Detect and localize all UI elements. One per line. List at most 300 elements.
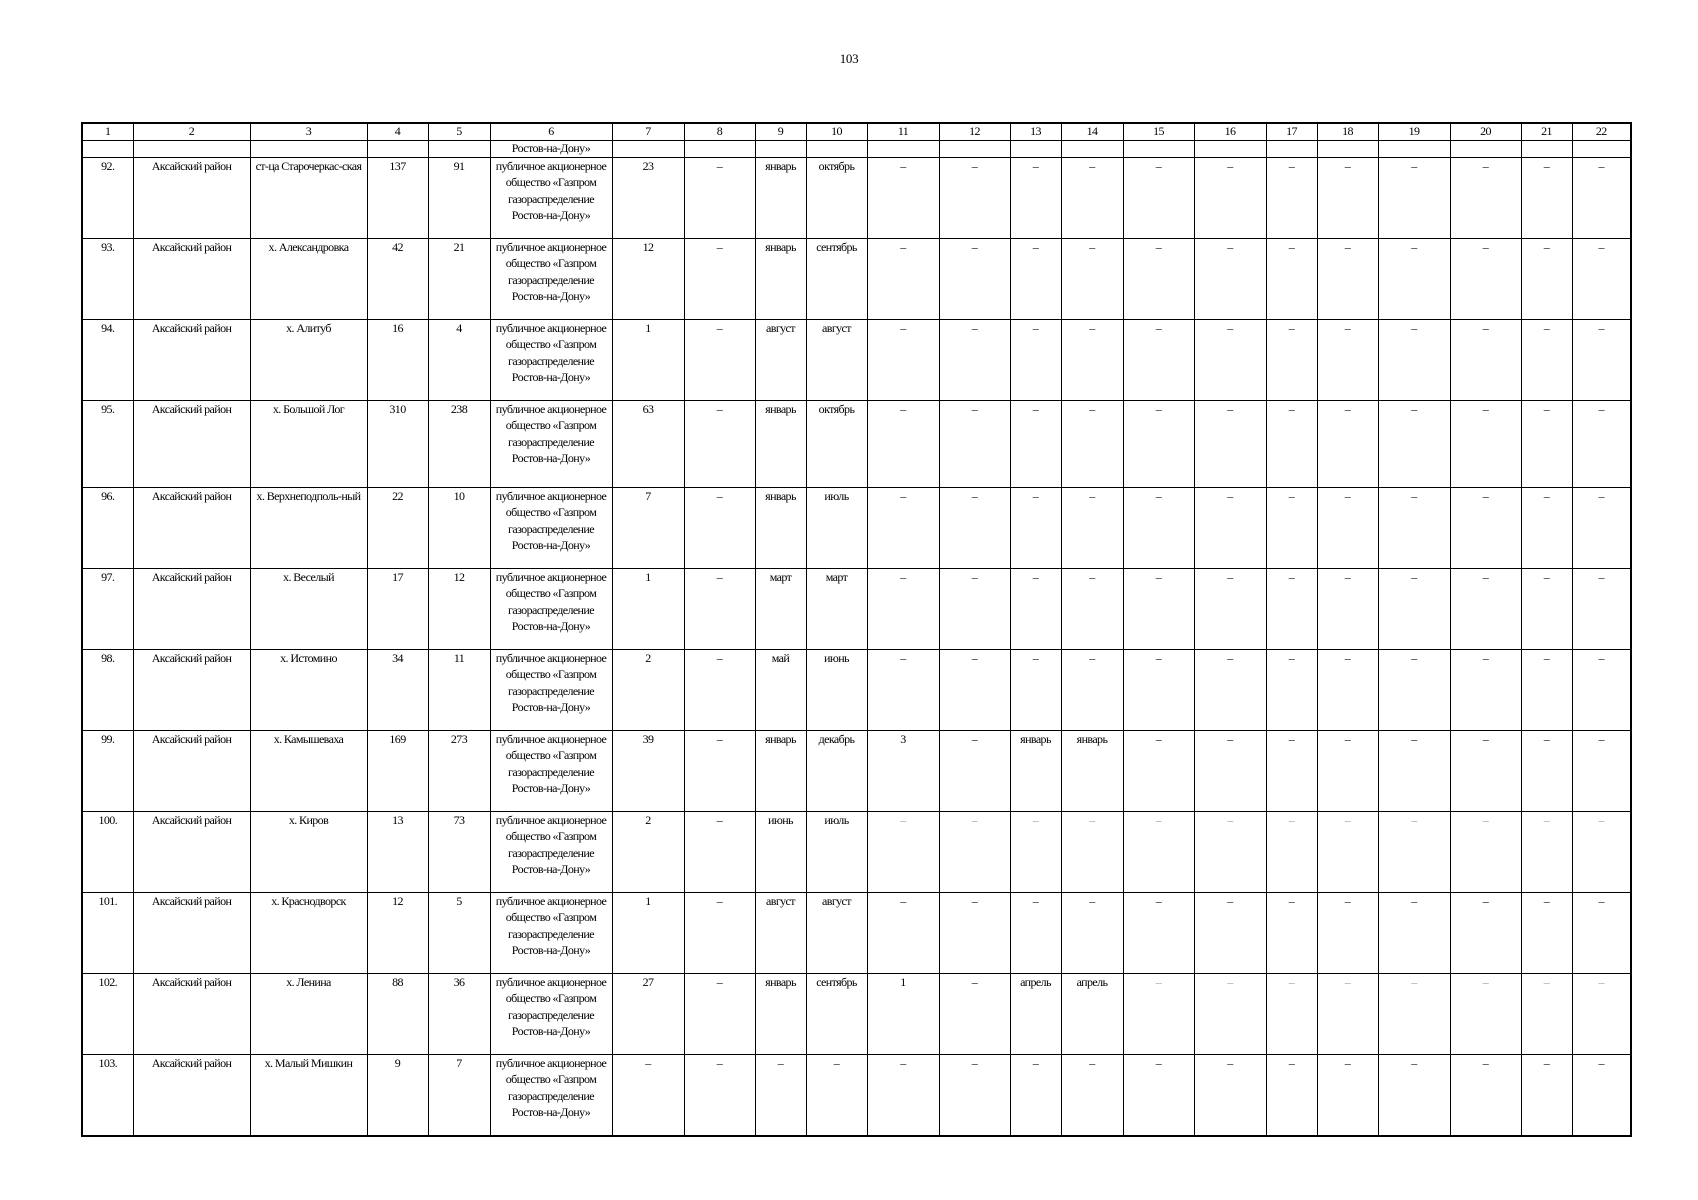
table-cell: 94. xyxy=(82,320,133,401)
table-cell: – xyxy=(1194,1055,1266,1137)
table-cell: 5 xyxy=(428,123,490,141)
table-cell: 273 xyxy=(428,731,490,812)
table-cell: – xyxy=(1266,974,1317,1055)
table-cell xyxy=(1317,141,1378,158)
table-cell: – xyxy=(1061,1055,1123,1137)
table-cell: – xyxy=(1521,731,1572,812)
table-cell: – xyxy=(1266,488,1317,569)
table-cell xyxy=(250,141,367,158)
table-cell: – xyxy=(1378,401,1450,488)
table-cell: х. Алитуб xyxy=(250,320,367,401)
table-cell: – xyxy=(939,974,1010,1055)
table-cell: 63 xyxy=(612,401,684,488)
table-cell: март xyxy=(806,569,867,650)
table-cell: – xyxy=(1123,401,1194,488)
table-cell: Аксайский район xyxy=(133,1055,250,1137)
table-cell: – xyxy=(1521,239,1572,320)
table-cell: 7 xyxy=(612,123,684,141)
table-cell: сентябрь xyxy=(806,239,867,320)
table-cell: – xyxy=(1010,320,1061,401)
table-cell xyxy=(755,141,806,158)
table-cell: – xyxy=(1450,488,1521,569)
table-cell: – xyxy=(1378,893,1450,974)
table-cell: 1 xyxy=(612,320,684,401)
table-cell: – xyxy=(684,650,755,731)
table-cell: – xyxy=(1010,893,1061,974)
table-cell: – xyxy=(1378,569,1450,650)
table-cell: 17 xyxy=(1266,123,1317,141)
table-cell: – xyxy=(684,158,755,239)
table-cell: – xyxy=(1450,158,1521,239)
table-cell: – xyxy=(1010,401,1061,488)
table-cell: – xyxy=(1317,239,1378,320)
table-cell: – xyxy=(1266,893,1317,974)
table-cell: публичное акционерное общество «Газпром газораспределение Ростов-на-Дону» xyxy=(490,1055,612,1137)
table-cell: 73 xyxy=(428,812,490,893)
table-cell: январь xyxy=(1061,731,1123,812)
table-cell: – xyxy=(1266,158,1317,239)
table-cell: – xyxy=(939,650,1010,731)
table-cell: 10 xyxy=(428,488,490,569)
table-cell: – xyxy=(806,1055,867,1137)
table-cell: х. Большой Лог xyxy=(250,401,367,488)
table-cell: – xyxy=(684,569,755,650)
table-cell: х. Верхнеподполь-ный xyxy=(250,488,367,569)
table-cell: 8 xyxy=(684,123,755,141)
table-cell: – xyxy=(1061,650,1123,731)
table-cell: август xyxy=(755,320,806,401)
table-cell: 11 xyxy=(428,650,490,731)
table-cell: – xyxy=(684,488,755,569)
table-cell: – xyxy=(1061,239,1123,320)
table-cell: Аксайский район xyxy=(133,650,250,731)
table-cell: 238 xyxy=(428,401,490,488)
table-cell: – xyxy=(1521,893,1572,974)
table-cell: 93. xyxy=(82,239,133,320)
table-cell: – xyxy=(1521,401,1572,488)
table-cell: 11 xyxy=(867,123,939,141)
table-cell: – xyxy=(1010,569,1061,650)
table-cell: – xyxy=(1061,569,1123,650)
table-cell: 13 xyxy=(1010,123,1061,141)
table-cell: – xyxy=(612,1055,684,1137)
table-cell: август xyxy=(806,320,867,401)
table-cell: – xyxy=(1061,158,1123,239)
table-cell: январь xyxy=(755,158,806,239)
table-cell: январь xyxy=(755,974,806,1055)
table-cell: – xyxy=(1194,893,1266,974)
table-cell: х. Киров xyxy=(250,812,367,893)
table-cell: – xyxy=(1317,1055,1378,1137)
table-cell: – xyxy=(1572,488,1631,569)
table-cell: Аксайский район xyxy=(133,158,250,239)
table-cell: – xyxy=(1194,731,1266,812)
table-cell: 22 xyxy=(1572,123,1631,141)
table-row xyxy=(82,239,1631,320)
table-cell xyxy=(1061,141,1123,158)
table-cell: – xyxy=(1194,158,1266,239)
table-cell xyxy=(82,141,133,158)
table-cell: 27 xyxy=(612,974,684,1055)
table-row xyxy=(82,1055,1631,1137)
table-cell: 1 xyxy=(612,569,684,650)
table-cell: август xyxy=(806,893,867,974)
table-cell: 21 xyxy=(428,239,490,320)
table-cell: – xyxy=(1572,158,1631,239)
table-cell: июнь xyxy=(806,650,867,731)
table-cell: июль xyxy=(806,812,867,893)
table-cell: 19 xyxy=(1378,123,1450,141)
table-cell: 42 xyxy=(367,239,428,320)
table-cell: – xyxy=(1450,650,1521,731)
table-cell: 12 xyxy=(612,239,684,320)
table-cell: – xyxy=(1061,320,1123,401)
table-cell: апрель xyxy=(1010,974,1061,1055)
table-cell: июнь xyxy=(755,812,806,893)
table-cell: – xyxy=(1123,569,1194,650)
table-cell: публичное акционерное общество «Газпром газораспределение Ростов-на-Дону» xyxy=(490,650,612,731)
table-cell: – xyxy=(1572,974,1631,1055)
table-cell xyxy=(612,141,684,158)
table-cell: – xyxy=(1266,731,1317,812)
table-cell: – xyxy=(867,158,939,239)
table-cell: январь xyxy=(755,731,806,812)
table-cell: – xyxy=(1266,1055,1317,1137)
table-cell: 22 xyxy=(367,488,428,569)
table-cell: Аксайский район xyxy=(133,731,250,812)
table-cell: – xyxy=(1061,893,1123,974)
table-cell: – xyxy=(1266,569,1317,650)
table-cell: январь xyxy=(755,239,806,320)
table-cell: 4 xyxy=(367,123,428,141)
table-row xyxy=(82,320,1631,401)
table-cell: х. Ленина xyxy=(250,974,367,1055)
table-cell: 1 xyxy=(82,123,133,141)
table-cell: – xyxy=(1317,731,1378,812)
table-row xyxy=(82,401,1631,488)
table-cell xyxy=(1521,141,1572,158)
table-cell: – xyxy=(867,893,939,974)
table-cell: 2 xyxy=(612,650,684,731)
table-row xyxy=(82,812,1631,893)
table-cell: – xyxy=(1450,731,1521,812)
table-cell: 102. xyxy=(82,974,133,1055)
table-cell: – xyxy=(1378,1055,1450,1137)
table-cell: Аксайский район xyxy=(133,401,250,488)
table-cell: – xyxy=(1010,812,1061,893)
table-cell: 10 xyxy=(806,123,867,141)
table-cell: – xyxy=(1450,893,1521,974)
table-cell: Аксайский район xyxy=(133,893,250,974)
table-cell: публичное акционерное общество «Газпром газораспределение Ростов-на-Дону» xyxy=(490,812,612,893)
table-cell: – xyxy=(1194,401,1266,488)
table-cell: – xyxy=(684,812,755,893)
table-cell: – xyxy=(1194,488,1266,569)
table-cell: 3 xyxy=(867,731,939,812)
table-cell: 16 xyxy=(367,320,428,401)
table-cell: – xyxy=(1194,650,1266,731)
table-cell: 169 xyxy=(367,731,428,812)
table-cell: – xyxy=(1061,401,1123,488)
table-cell: – xyxy=(1317,650,1378,731)
table-cell: – xyxy=(939,320,1010,401)
table-cell: х. Истомино xyxy=(250,650,367,731)
table-cell: октябрь xyxy=(806,158,867,239)
table-cell: – xyxy=(1450,569,1521,650)
table-cell: январь xyxy=(1010,731,1061,812)
table-cell: – xyxy=(1266,812,1317,893)
table-cell: – xyxy=(867,401,939,488)
table-cell: – xyxy=(1194,974,1266,1055)
table-cell: – xyxy=(1521,812,1572,893)
table-cell xyxy=(367,141,428,158)
table-cell: – xyxy=(1123,731,1194,812)
table-cell xyxy=(684,141,755,158)
table-cell: – xyxy=(1450,401,1521,488)
table-cell: 14 xyxy=(1061,123,1123,141)
table-cell: – xyxy=(939,488,1010,569)
table-cell: 96. xyxy=(82,488,133,569)
table-cell: – xyxy=(1450,1055,1521,1137)
table-cell: – xyxy=(939,812,1010,893)
table-cell xyxy=(1450,141,1521,158)
table-cell: х. Краснодворск xyxy=(250,893,367,974)
table-cell: публичное акционерное общество «Газпром газораспределение Ростов-на-Дону» xyxy=(490,239,612,320)
table-cell: публичное акционерное общество «Газпром газораспределение Ростов-на-Дону» xyxy=(490,731,612,812)
column-number-row xyxy=(82,123,1631,141)
table-cell: – xyxy=(939,158,1010,239)
table-cell: 6 xyxy=(490,123,612,141)
table-row xyxy=(82,488,1631,569)
table-cell: – xyxy=(1317,893,1378,974)
table-cell: январь xyxy=(755,401,806,488)
table-cell: 13 xyxy=(367,812,428,893)
table-cell: 21 xyxy=(1521,123,1572,141)
table-cell: – xyxy=(867,650,939,731)
table-cell: – xyxy=(1521,1055,1572,1137)
table-cell: 91 xyxy=(428,158,490,239)
table-cell: – xyxy=(1450,974,1521,1055)
table-cell: 103. xyxy=(82,1055,133,1137)
table-cell: – xyxy=(1061,812,1123,893)
table-cell xyxy=(1194,141,1266,158)
table-cell: – xyxy=(1123,239,1194,320)
table-cell: 100. xyxy=(82,812,133,893)
table-cell: – xyxy=(1572,320,1631,401)
table-cell: 98. xyxy=(82,650,133,731)
table-cell: – xyxy=(1010,488,1061,569)
table-cell: 12 xyxy=(428,569,490,650)
table-cell: – xyxy=(939,569,1010,650)
table-cell: – xyxy=(1194,812,1266,893)
table-cell: март xyxy=(755,569,806,650)
table-cell: декабрь xyxy=(806,731,867,812)
table-cell: июль xyxy=(806,488,867,569)
table-cell: 137 xyxy=(367,158,428,239)
table-cell: – xyxy=(1123,1055,1194,1137)
table-cell: – xyxy=(1194,320,1266,401)
table-cell: – xyxy=(1317,812,1378,893)
table-cell: 20 xyxy=(1450,123,1521,141)
table-cell: – xyxy=(1123,650,1194,731)
table-cell: – xyxy=(1317,401,1378,488)
table-cell xyxy=(939,141,1010,158)
table-cell xyxy=(428,141,490,158)
table-cell: – xyxy=(867,812,939,893)
table-cell: – xyxy=(1266,239,1317,320)
table-cell: Аксайский район xyxy=(133,320,250,401)
table-cell: публичное акционерное общество «Газпром газораспределение Ростов-на-Дону» xyxy=(490,401,612,488)
table-cell: октябрь xyxy=(806,401,867,488)
table-cell xyxy=(806,141,867,158)
table-row xyxy=(82,569,1631,650)
table-cell: – xyxy=(1378,488,1450,569)
table-cell: – xyxy=(684,401,755,488)
table-cell: 18 xyxy=(1317,123,1378,141)
table-cell: – xyxy=(1010,650,1061,731)
data-table xyxy=(81,122,1632,1137)
table-cell: 101. xyxy=(82,893,133,974)
table-cell: – xyxy=(1521,320,1572,401)
table-cell: – xyxy=(1061,488,1123,569)
table-cell: 5 xyxy=(428,893,490,974)
table-cell: – xyxy=(1010,1055,1061,1137)
table-cell: – xyxy=(1317,158,1378,239)
table-cell: публичное акционерное общество «Газпром газораспределение Ростов-на-Дону» xyxy=(490,974,612,1055)
table-cell: – xyxy=(1378,158,1450,239)
table-cell: – xyxy=(939,401,1010,488)
table-cell: – xyxy=(1266,401,1317,488)
table-cell: – xyxy=(1123,893,1194,974)
table-cell: – xyxy=(684,320,755,401)
table-cell: Ростов-на-Дону» xyxy=(490,141,612,158)
table-cell: – xyxy=(1521,488,1572,569)
table-cell: – xyxy=(1266,320,1317,401)
table-cell: 1 xyxy=(612,893,684,974)
table-cell: – xyxy=(1317,569,1378,650)
table-row xyxy=(82,974,1631,1055)
table-cell: – xyxy=(867,569,939,650)
table-cell: – xyxy=(684,893,755,974)
table-cell: 16 xyxy=(1194,123,1266,141)
table-cell: х. Малый Мишкин xyxy=(250,1055,367,1137)
table-cell: – xyxy=(1123,158,1194,239)
table-cell: – xyxy=(1010,239,1061,320)
table-cell: август xyxy=(755,893,806,974)
table-cell xyxy=(1266,141,1317,158)
table-cell: 4 xyxy=(428,320,490,401)
table-cell: Аксайский район xyxy=(133,488,250,569)
table-cell: – xyxy=(939,893,1010,974)
table-cell xyxy=(1572,141,1631,158)
table-cell: Аксайский район xyxy=(133,812,250,893)
page-number: 103 xyxy=(839,51,859,66)
table-cell: – xyxy=(939,1055,1010,1137)
table-cell: 99. xyxy=(82,731,133,812)
table-cell: 97. xyxy=(82,569,133,650)
table-cell: 3 xyxy=(250,123,367,141)
table-cell: – xyxy=(1194,569,1266,650)
table-cell: 7 xyxy=(612,488,684,569)
table-cell: – xyxy=(684,1055,755,1137)
table-cell: – xyxy=(1572,731,1631,812)
table-cell xyxy=(1123,141,1194,158)
table-cell: публичное акционерное общество «Газпром газораспределение Ростов-на-Дону» xyxy=(490,158,612,239)
table-cell: – xyxy=(1450,239,1521,320)
table-cell: 17 xyxy=(367,569,428,650)
table-cell: – xyxy=(1572,812,1631,893)
table-cell: Аксайский район xyxy=(133,974,250,1055)
table-cell: 310 xyxy=(367,401,428,488)
table-cell: – xyxy=(684,974,755,1055)
table-cell: 95. xyxy=(82,401,133,488)
table-cell: 9 xyxy=(755,123,806,141)
table-cell: 39 xyxy=(612,731,684,812)
table-cell: – xyxy=(1450,812,1521,893)
table-cell: – xyxy=(1123,974,1194,1055)
table-cell: – xyxy=(1378,239,1450,320)
table-cell xyxy=(1010,141,1061,158)
table-cell: 92. xyxy=(82,158,133,239)
table-cell: – xyxy=(1572,401,1631,488)
table-cell: – xyxy=(1378,812,1450,893)
table-cell: – xyxy=(1572,569,1631,650)
table-cell: – xyxy=(1572,1055,1631,1137)
table-cell: – xyxy=(1266,650,1317,731)
table-cell: публичное акционерное общество «Газпром газораспределение Ростов-на-Дону» xyxy=(490,320,612,401)
table-row xyxy=(82,158,1631,239)
table-cell: апрель xyxy=(1061,974,1123,1055)
table-row xyxy=(82,893,1631,974)
table-cell xyxy=(867,141,939,158)
table-cell: 7 xyxy=(428,1055,490,1137)
table-cell: ст-ца Старочеркас-ская xyxy=(250,158,367,239)
table-cell: – xyxy=(1378,320,1450,401)
table-cell: х. Александровка xyxy=(250,239,367,320)
table-cell: публичное акционерное общество «Газпром газораспределение Ростов-на-Дону» xyxy=(490,893,612,974)
table-cell: – xyxy=(1123,812,1194,893)
table-cell: х. Камышеваха xyxy=(250,731,367,812)
table-cell: январь xyxy=(755,488,806,569)
table-cell: Аксайский район xyxy=(133,239,250,320)
table-cell: – xyxy=(1572,650,1631,731)
table-cell: 88 xyxy=(367,974,428,1055)
table-cell: 15 xyxy=(1123,123,1194,141)
table-cell: публичное акционерное общество «Газпром газораспределение Ростов-на-Дону» xyxy=(490,569,612,650)
table-cell: май xyxy=(755,650,806,731)
table-cell: – xyxy=(1317,488,1378,569)
table-cell: – xyxy=(939,239,1010,320)
table-cell: 2 xyxy=(133,123,250,141)
table-cell: – xyxy=(1450,320,1521,401)
table-cell: – xyxy=(1123,488,1194,569)
table-cell: сентябрь xyxy=(806,974,867,1055)
table-cell: 36 xyxy=(428,974,490,1055)
table-cell: – xyxy=(1317,974,1378,1055)
table-cell: – xyxy=(1194,239,1266,320)
table-cell: публичное акционерное общество «Газпром газораспределение Ростов-на-Дону» xyxy=(490,488,612,569)
table-row xyxy=(82,731,1631,812)
table-cell: 2 xyxy=(612,812,684,893)
table-cell: Аксайский район xyxy=(133,569,250,650)
table-cell: – xyxy=(1521,569,1572,650)
table-cell: 12 xyxy=(367,893,428,974)
table-cell xyxy=(1378,141,1450,158)
table-row xyxy=(82,650,1631,731)
table-cell: – xyxy=(867,1055,939,1137)
table-cell: х. Веселый xyxy=(250,569,367,650)
table-cell: – xyxy=(684,239,755,320)
